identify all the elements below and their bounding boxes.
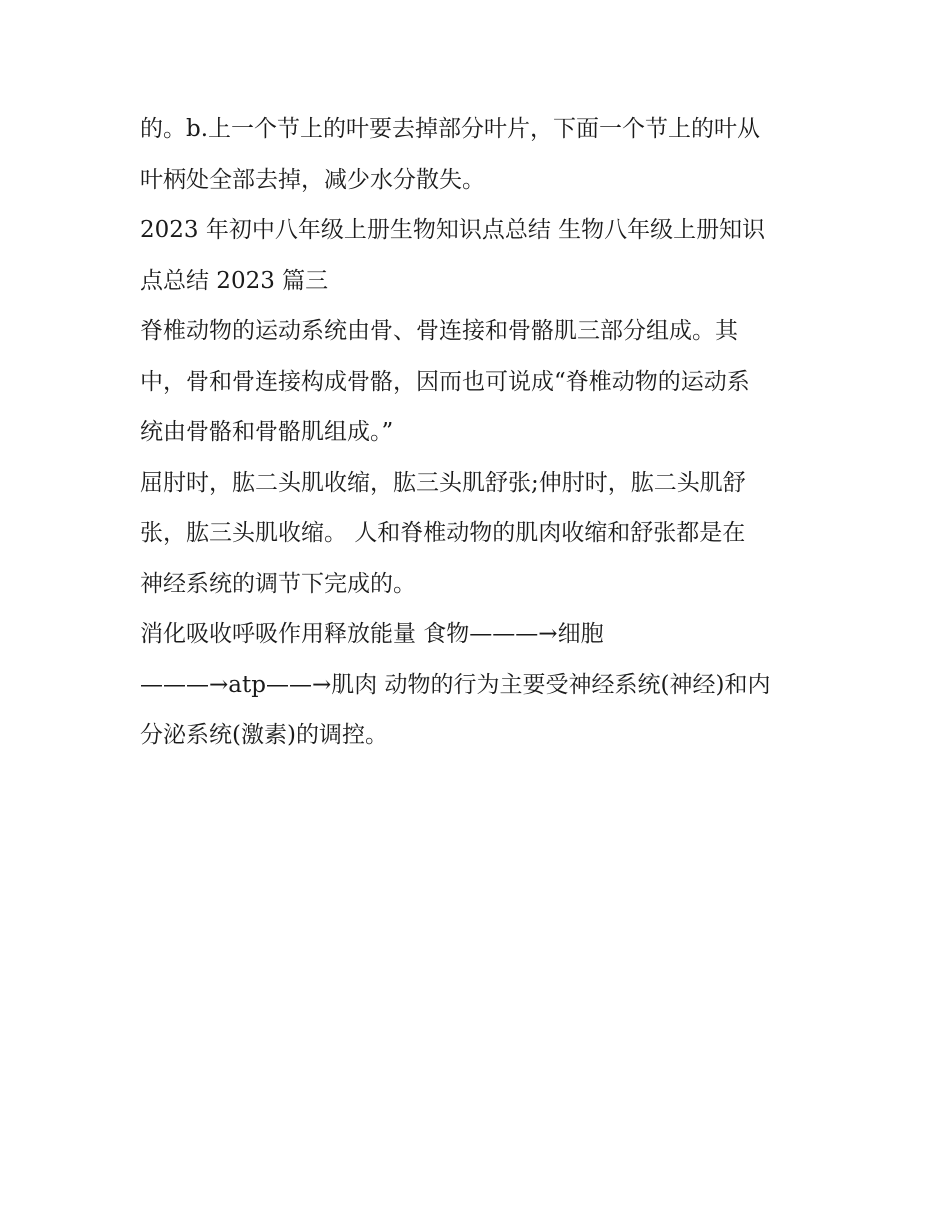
text-line: 中，骨和骨连接构成骨骼，因而也可说成“脊椎动物的运动系 [140, 368, 750, 395]
heading-line: 2023 年初中八年级上册生物知识点总结 生物八年级上册知识 [140, 217, 766, 243]
text-line: 的。b.上一个节上的叶要去掉部分叶片，下面一个节上的叶从 [140, 116, 761, 142]
text-line: 张，肱三头肌收缩。 人和脊椎动物的肌肉收缩和舒张都是在 [140, 520, 746, 546]
text-line: ———→atp——→肌肉 动物的行为主要受神经系统(神经)和内 [140, 671, 771, 698]
text-line: 消化吸收呼吸作用释放能量 食物———→细胞 [140, 621, 604, 647]
text-line: 统由骨骼和骨骼肌组成。” [140, 419, 394, 445]
heading-line: 点总结 2023 篇三 [140, 267, 329, 294]
text-line: 脊椎动物的运动系统由骨、骨连接和骨骼肌三部分组成。其 [140, 318, 738, 344]
text-line: 屈肘时，肱二头肌收缩，肱三头肌舒张;伸肘时，肱二头肌舒 [140, 469, 746, 496]
text-line: 分泌系统(激素)的调控。 [140, 722, 388, 748]
text-line: 神经系统的调节下完成的。 [140, 570, 416, 597]
text-line: 叶柄处全部去掉，减少水分散失。 [140, 166, 485, 193]
document-body [140, 104, 820, 761]
